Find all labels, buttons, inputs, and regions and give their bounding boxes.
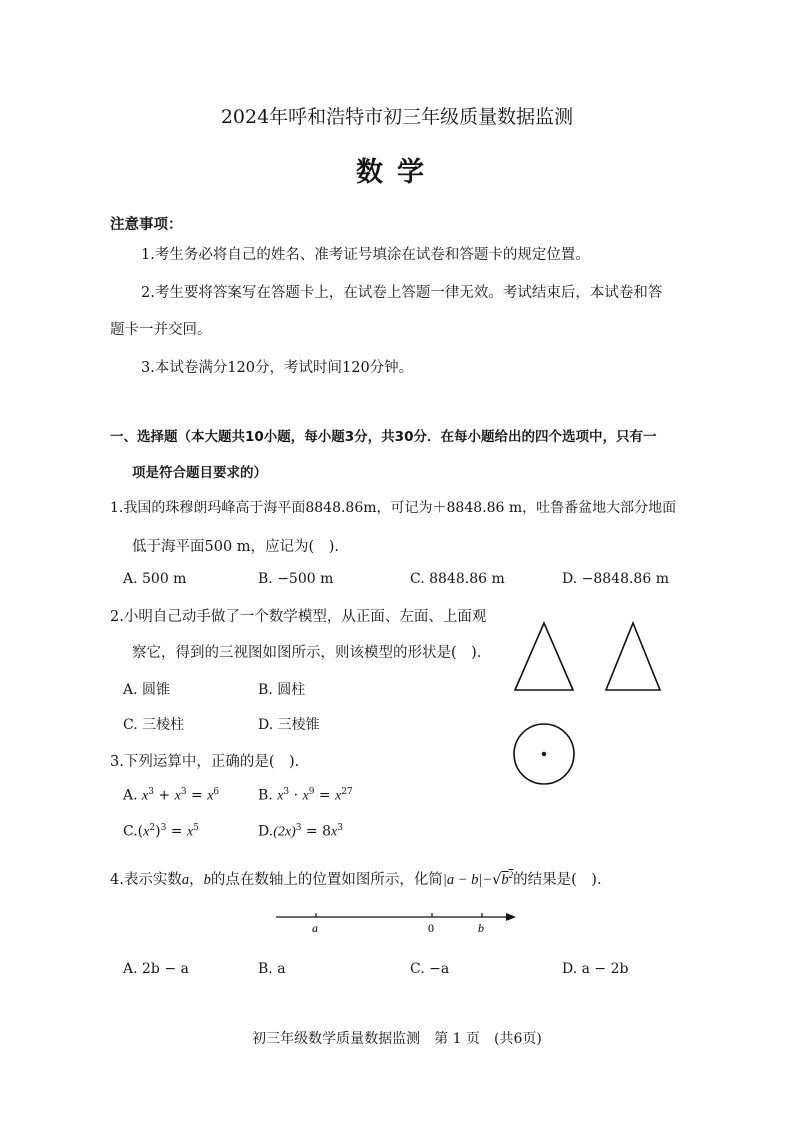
label-a: a: [312, 921, 318, 935]
q2-stem-line-1: 2.小明自己动手做了一个数学模型，从正面、左面、上面观: [110, 609, 487, 625]
q4-option-d: D. a − 2b: [562, 961, 629, 977]
notice-heading: 注意事项：: [110, 217, 183, 233]
q4-option-c: C. −a: [410, 961, 450, 977]
q4-stem: 4.表示实数a，b的点在数轴上的位置如图所示，化简$|a - b|-√b^2$的结果是( ).: [110, 870, 602, 888]
page-footer: 初三年级数学质量数据监测 第 1 页 (共6页): [252, 1031, 542, 1047]
number-line-arrow: [506, 913, 516, 921]
label-b: b: [478, 921, 484, 935]
q1-stem-line-2: 低于海平面500 m，应记为( ).: [132, 539, 339, 555]
q1-option-a: A. 500 m: [123, 571, 187, 587]
q2-option-a: A. 圆锥: [123, 682, 171, 698]
q2-option-c: C. 三棱柱: [123, 717, 185, 733]
notice-item-2-line-1: 2.考生要将答案写在答题卡上，在试卷上答题一律无效。考试结束后，本试卷和答: [141, 285, 663, 301]
q1-option-d: D. −8848.86 m: [562, 571, 669, 587]
top-view-center-dot: [542, 752, 546, 756]
q3-option-d: $D.(2x)^3 = 8x^3$: [258, 823, 343, 840]
notice-item-3: 3.本试卷满分120分，考试时间120分钟。: [141, 360, 414, 376]
front-view-triangle: [515, 623, 573, 690]
q3-option-b: B. $x^3 \cdot x^9 = x^{27}$: [258, 787, 353, 804]
page-title: 2024年呼和浩特市初三年级质量数据监测: [220, 106, 574, 128]
q1-option-b: B. −500 m: [258, 571, 334, 587]
q3-option-c: $C.(x^2)^3 = x^5$: [123, 823, 199, 840]
q2-option-b: B. 圆柱: [258, 682, 306, 698]
notice-item-2-line-2: 题卡一并交回。: [110, 322, 212, 338]
q4-option-b: B. a: [258, 961, 286, 977]
q1-option-c: C. 8848.86 m: [410, 571, 505, 587]
subject-title: 数学: [356, 157, 438, 188]
q3-stem: 3.下列运算中，正确的是( ).: [110, 754, 300, 770]
section-1-heading-line-2: 项是符合题目要求的）: [132, 465, 267, 481]
q4-option-a: A. 2b − a: [123, 961, 189, 977]
three-view-figure: [505, 615, 680, 795]
label-0: 0: [428, 921, 434, 935]
q1-stem-line-1: 1.我国的珠穆朗玛峰高于海平面8848.86m，可记为＋8848.86 m，吐鲁番盆地大部分地面: [110, 500, 677, 516]
section-1-heading-line-1: 一、选择题（本大题共10小题，每小题3分，共30分．在每小题给出的四个选项中，只有一: [110, 429, 657, 445]
side-view-triangle: [606, 623, 660, 690]
q2-stem-line-2: 察它，得到的三视图如图所示，则该模型的形状是( ).: [132, 645, 482, 661]
q2-option-d: D. 三棱锥: [258, 717, 320, 733]
q3-option-a: A. $x^3 + x^3 = x^6$: [123, 787, 220, 804]
number-line: [270, 908, 520, 938]
notice-item-1: 1.考生务必将自己的姓名、准考证号填涂在试卷和答题卡的规定位置。: [141, 247, 590, 263]
